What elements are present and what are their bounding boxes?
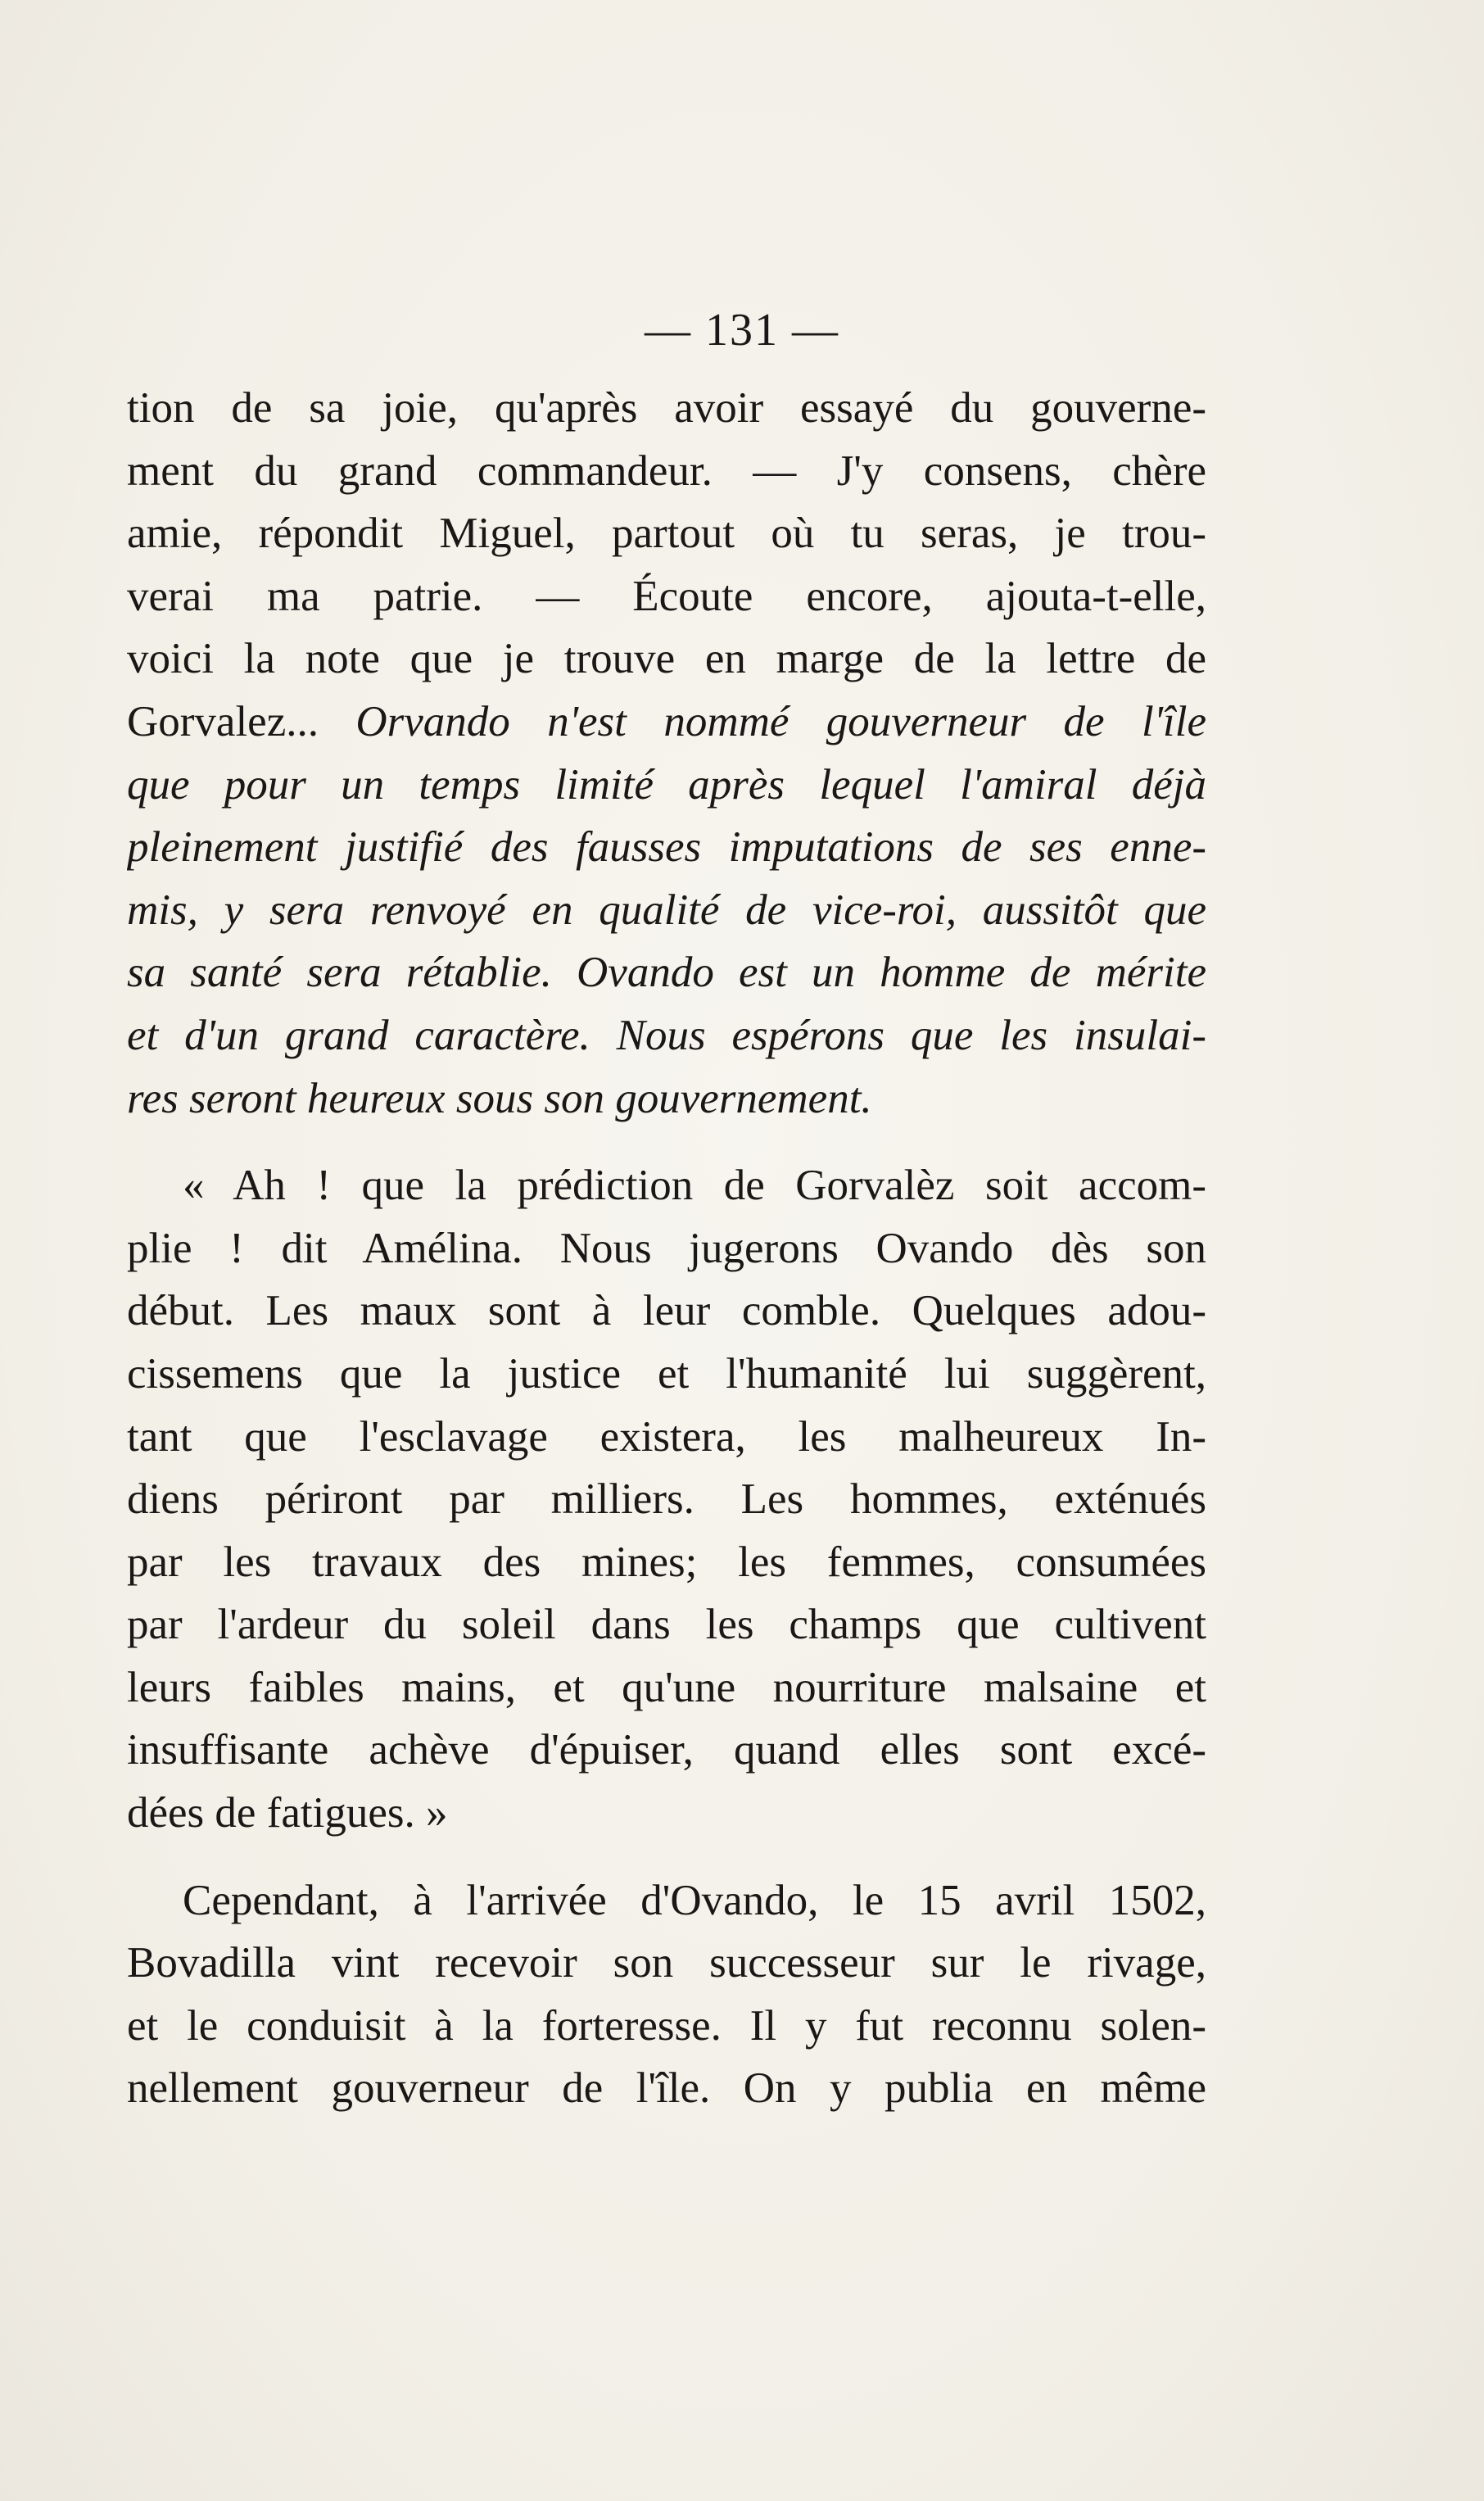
page-number-header: — 131 — bbox=[645, 305, 839, 356]
paragraph-2 bbox=[127, 1154, 1206, 1845]
text-line: dées de fatigues. » bbox=[127, 1789, 448, 1837]
paragraph-3 bbox=[127, 1869, 1206, 2120]
text-line: début. Les maux sont à leur comble. Quelques adou- bbox=[127, 1287, 1206, 1335]
text-line: voici la note que je trouve en marge de la lettre de bbox=[127, 635, 1206, 683]
text-line: tant que l'esclavage existera, les malheureux In- bbox=[127, 1412, 1206, 1461]
paragraph-gap bbox=[127, 1130, 1206, 1154]
text-italic-segment: Orvando n'est nommé gouverneur de l'île bbox=[355, 697, 1206, 745]
text-line: amie, répondit Miguel, partout où tu seras, je trou- bbox=[127, 510, 1206, 558]
text-roman-segment: Gorvalez... bbox=[127, 697, 356, 745]
text-line: par l'ardeur du soleil dans les champs que cultivent bbox=[127, 1601, 1206, 1649]
italic-text-line: sa santé sera rétablie. Ovando est un homme de mérite bbox=[127, 949, 1206, 997]
text-line: par les travaux des mines; les femmes, consumées bbox=[127, 1538, 1206, 1586]
text-line: tion de sa joie, qu'après avoir essayé du gouverne- bbox=[127, 384, 1206, 432]
text-line: insuffisante achève d'épuiser, quand elles sont excé- bbox=[127, 1726, 1206, 1774]
text-line-mixed bbox=[127, 691, 1206, 754]
text-line: et le conduisit à la forteresse. Il y fut reconnu solen- bbox=[127, 2001, 1206, 2050]
text-line: leurs faibles mains, et qu'une nourriture malsaine et bbox=[127, 1663, 1206, 1711]
text-line: plie ! dit Amélina. Nous jugerons Ovando dès son bbox=[127, 1224, 1206, 1272]
paragraph-gap bbox=[127, 1845, 1206, 1869]
paragraph-1 bbox=[127, 377, 1206, 1130]
italic-text-line: res seront heureux sous son gouvernement. bbox=[127, 1074, 872, 1122]
italic-text-line: et d'un grand caractère. Nous espérons que les insulai- bbox=[127, 1011, 1206, 1059]
text-line: diens périront par milliers. Les hommes, exténués bbox=[127, 1475, 1206, 1524]
body-text bbox=[127, 377, 1206, 2120]
text-line: cissemens que la justice et l'humanité lui suggèrent, bbox=[127, 1349, 1206, 1398]
italic-text-line: pleinement justifié des fausses imputations de ses enne- bbox=[127, 823, 1206, 872]
text-line: verai ma patrie. — Écoute encore, ajouta-t-elle, bbox=[127, 572, 1206, 620]
italic-text-line: mis, y sera renvoyé en qualité de vice-roi, aussitôt que bbox=[127, 886, 1206, 934]
text-line: ment du grand commandeur. — J'y consens, chère bbox=[127, 446, 1206, 495]
text-line: nellement gouverneur de l'île. On y publia en même bbox=[127, 2064, 1206, 2113]
italic-text-line: que pour un temps limité après lequel l'amiral déjà bbox=[127, 760, 1206, 809]
text-line: Cependant, à l'arrivée d'Ovando, le 15 avril 1502, bbox=[183, 1876, 1206, 1924]
text-line: « Ah ! que la prédiction de Gorvalèz soit accom- bbox=[183, 1162, 1206, 1210]
text-line: Bovadilla vint recevoir son successeur sur le rivage, bbox=[127, 1939, 1206, 1987]
